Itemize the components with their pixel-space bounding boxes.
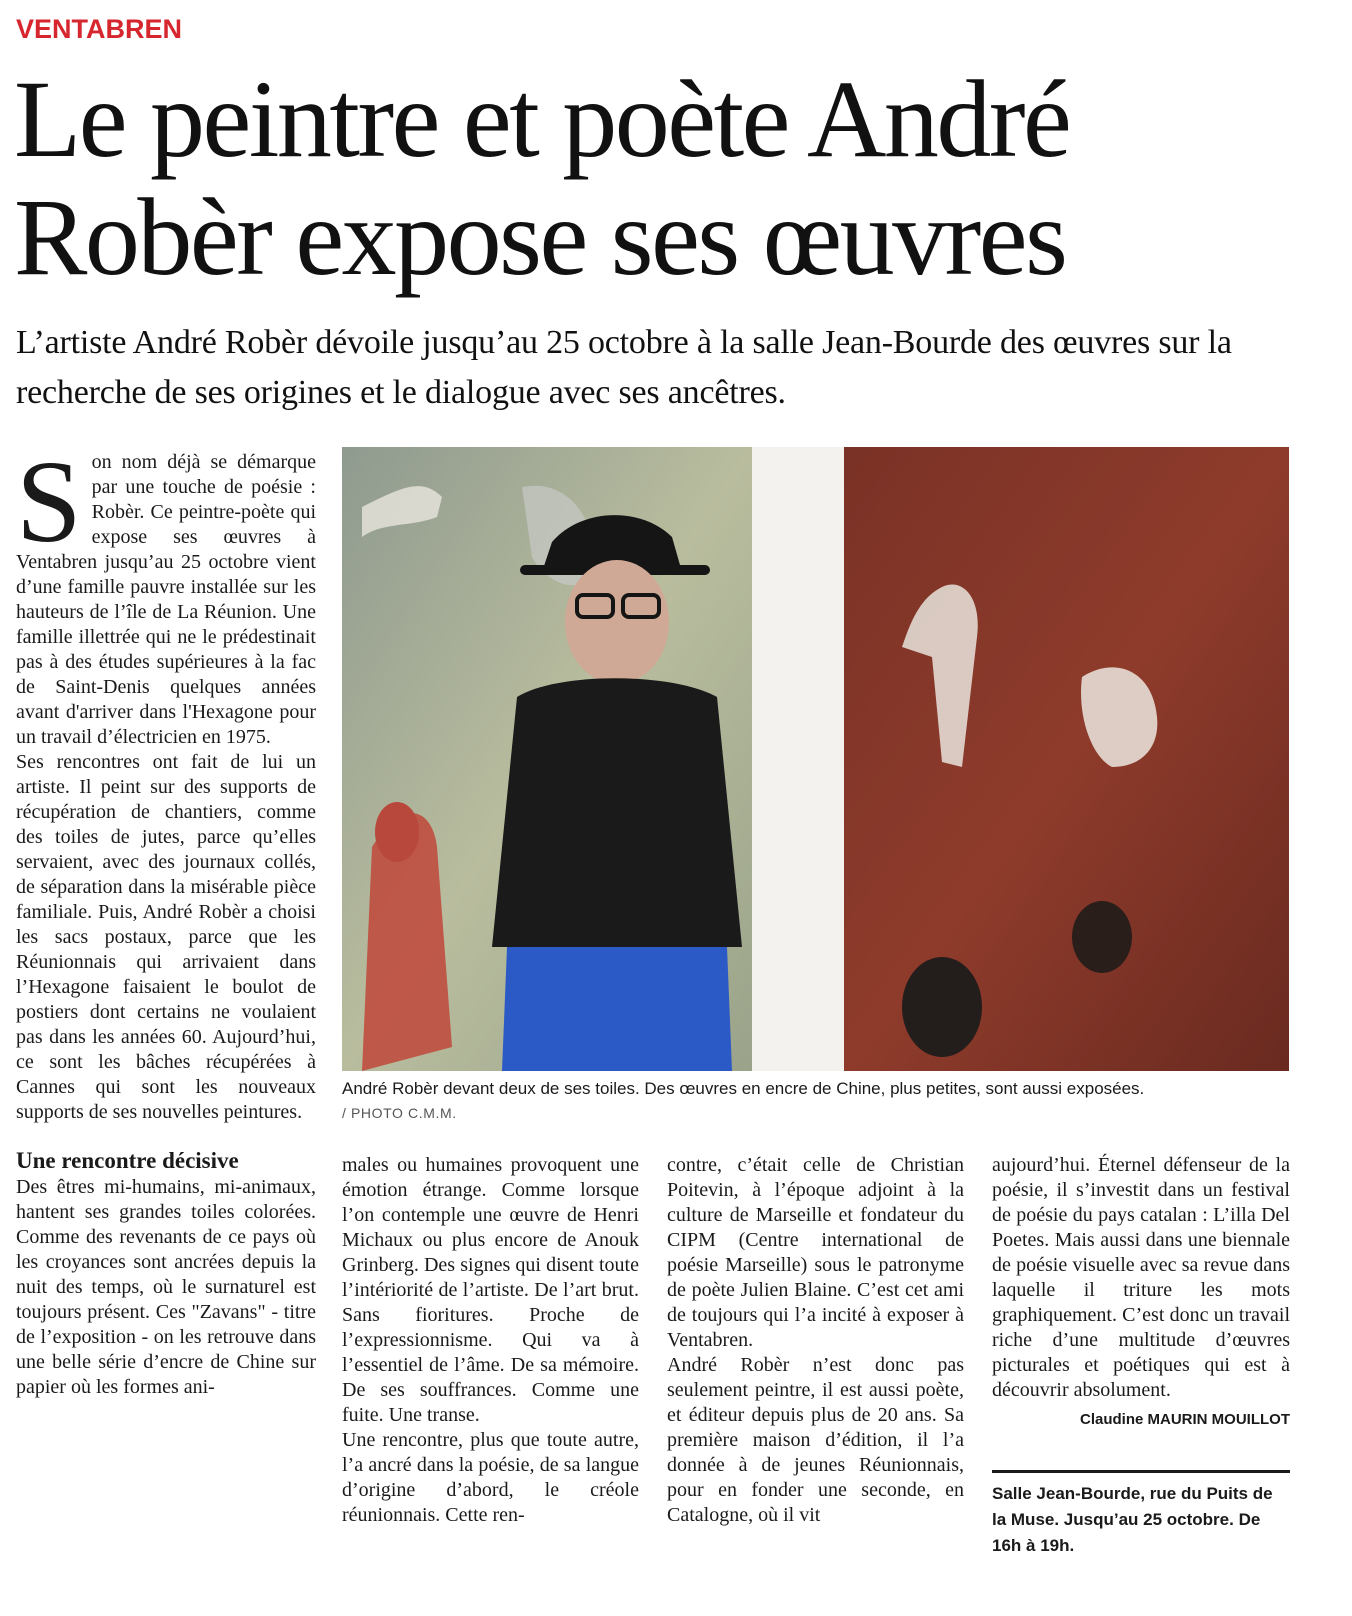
caption-text: André Robèr devant deux de ses toiles. Des œuvres en encre de Chine, plus petites, sont aussi exposées.	[342, 1079, 1145, 1098]
paragraph-6: contre, c’était celle de Christian Poitevin, à l’époque adjoint à la culture de Marseille et fondateur du CIPM (Centre international de poésie Marseille) sous le patronyme de poète Julien Blaine. C’est cet ami de toujours qui l’a incité à exposer à Ventabren.	[667, 1154, 964, 1351]
photo-caption	[342, 1077, 1292, 1125]
article-column-2	[342, 1153, 639, 1528]
article-column-3	[667, 1153, 964, 1528]
painter-photo-illustration	[342, 447, 1289, 1071]
author-signature: Claudine MAURIN MOUILLOT	[1080, 1411, 1290, 1428]
article-column-4	[992, 1153, 1290, 1432]
paragraph-2: Ses rencontres ont fait de lui un artiste. Il peint sur des supports de récupération de chantiers, comme des toiles de jutes, parce qu’elles servaient, avec des journaux collés, de séparation dans la misérable pièce familiale. Puis, André Robèr a choisi les sacs postaux, parce que les Réunionnais qui arrivaient dans l’Hexagone faisaient le boulot de postiers dont certains ne voulaient pas dans les années 60. Aujourd’hui, ce sont les bâches récupérées à Cannes qui sont les nouveaux supports de ses nouvelles peintures.	[16, 751, 316, 1123]
paragraph-intro	[16, 436, 316, 750]
headline: Le peintre et poète André Robèr expose ses œuvres	[14, 58, 1070, 298]
photo-credit: / PHOTO C.M.M.	[342, 1105, 457, 1121]
paragraph-3: Des êtres mi-humains, mi-animaux, hantent ses grandes toiles colorées. Comme des revenants de ce pays où les croyances sont ancrées depuis la nuit des temps, où le surnaturel est toujours présent. Ces "Zavans" - titre de l’exposition - on les retrouve dans une belle série d’encre de Chine sur papier où les formes ani-	[16, 1176, 316, 1398]
drop-cap: S	[16, 436, 82, 567]
paragraph-8: aujourd’hui. Éternel défenseur de la poésie, il s’investit dans un festival de poésie du pays catalan : L’illa Del Poetes. Mais aussi dans une biennale de poésie visuelle avec sa revue dans laquelle il triture les mots graphiquement. C’est donc un travail riche d’une multitude d’œuvres picturales et poétiques qui est à découvrir absolument.	[992, 1154, 1290, 1401]
section-rubric: VENTABREN	[16, 14, 183, 44]
paragraph-7: André Robèr n’est donc pas seulement peintre, il est aussi poète, et éditeur depuis plus de 20 ans. Sa première maison d’édition, il l’a donnée à de jeunes Réunionnais, pour en fonder une seconde, en Catalogne, où il vit	[667, 1354, 964, 1526]
paragraph-5: Une rencontre, plus que toute autre, l’a ancré dans la poésie, de sa langue d’origine d’abord, le créole réunionnais. Cette ren-	[342, 1429, 639, 1526]
paragraph-4: males ou humaines provoquent une émotion étrange. Comme lorsque l’on contemple une œuvre de Henri Michaux ou plus encore de Anouk Grinberg. Des signes qui disent toute l’intériorité de l’artiste. De l’art brut. Sans fioritures. Proche de l’expressionnisme. Qui va à l’essentiel de l’âme. De sa mémoire. De ses souffrances. Comme une fuite. Une transe.	[342, 1154, 639, 1426]
subheading: Une rencontre décisive	[16, 1148, 239, 1173]
article-column-1	[16, 436, 316, 1400]
standfirst: L’artiste André Robèr dévoile jusqu’au 25 octobre à la salle Jean-Bourde des œuvres sur la recherche de ses origines et le dialogue avec ses ancêtres.	[16, 324, 1232, 411]
practical-info-box: Salle Jean-Bourde, rue du Puits de la Muse. Jusqu’au 25 octobre. De 16h à 19h.	[992, 1470, 1290, 1559]
paragraph-1-text: on nom déjà se démarque par une touche de poésie : Robèr. Ce peintre-poète qui expose ses œuvres à Ventabren jusqu’au 25 octobre vient d’une famille pauvre installée sur les hauteurs de l’île de La Réunion. Une famille illettrée qui ne le prédestinait pas à des études supérieures à la fac de Saint-Denis quelques années avant d'arriver dans l'Hexagone pour un travail d’électricien en 1975.	[16, 451, 316, 748]
article-photo	[342, 447, 1289, 1071]
